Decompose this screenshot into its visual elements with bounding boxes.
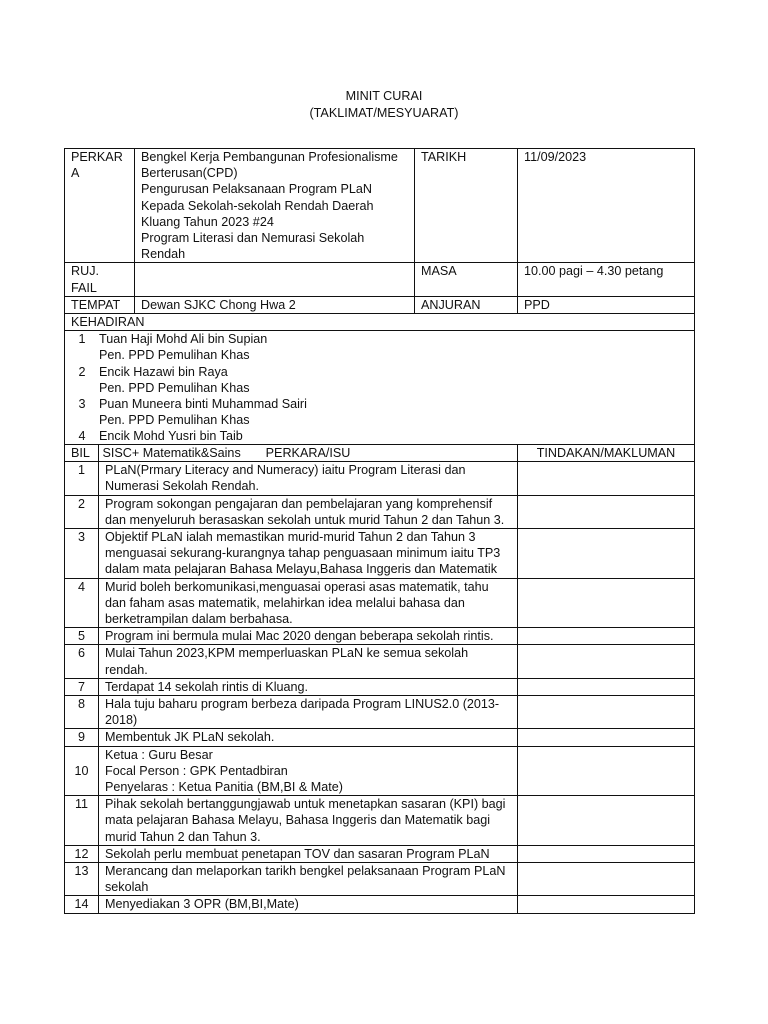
perkara-label: PERKAR A [65, 149, 135, 263]
item-row [65, 746, 695, 796]
item-bil: 10 [65, 746, 99, 796]
item-row [65, 529, 695, 579]
kehadiran-list [65, 331, 695, 462]
attendee-name-row [65, 331, 694, 347]
item-row [65, 896, 695, 913]
attendee-name-row [65, 396, 694, 412]
perkara-isu-header: PERKARA/ISU [99, 445, 518, 462]
item-bil: 12 [65, 845, 99, 862]
attendee-num: 1 [78, 332, 86, 347]
item-text: Merancang dan melaporkan tarikh bengkel pelaksanaan Program PLaN sekolah [99, 863, 518, 896]
item-tindakan [518, 578, 695, 628]
item-bil: 11 [65, 796, 99, 846]
item-row [65, 495, 695, 528]
perkara-row [65, 149, 695, 263]
item-bil: 3 [65, 529, 99, 579]
attendee-name: Encik Hazawi bin Raya [99, 364, 228, 379]
item-row [65, 796, 695, 846]
item-bil: 4 [65, 578, 99, 628]
item-tindakan [518, 696, 695, 729]
item-tindakan [518, 529, 695, 579]
item-row [65, 729, 695, 746]
item-bil: 1 [65, 462, 99, 495]
attendee-name-row [65, 428, 694, 444]
item-text: Terdapat 14 sekolah rintis di Kluang. [99, 678, 518, 695]
title-line-2: (TAKLIMAT/MESYUARAT) [309, 106, 459, 120]
item-text: Menyediakan 3 OPR (BM,BI,Mate) [99, 896, 518, 913]
attendee-role: SISC+ Matematik&Sains [99, 445, 241, 460]
item-text: Program ini bermula mulai Mac 2020 dengan beberapa sekolah rintis. [99, 628, 518, 645]
item-row [65, 678, 695, 695]
items-header-row [65, 445, 695, 462]
tempat-row [65, 296, 695, 313]
perkara-line-2: Pengurusan Pelaksanaan Program PLaN Kepada Sekolah-sekolah Rendah Daerah Kluang Tahun 2023 #24 [141, 182, 374, 229]
attendee-num: 4 [78, 429, 86, 444]
item-row [65, 696, 695, 729]
meeting-info-table [64, 148, 695, 462]
attendee-num: 3 [78, 397, 86, 412]
item-bil: 7 [65, 678, 99, 695]
item-row [65, 462, 695, 495]
item-tindakan [518, 462, 695, 495]
item-tindakan [518, 495, 695, 528]
item-tindakan [518, 863, 695, 896]
kehadiran-label: KEHADIRAN [65, 314, 695, 331]
item-tindakan [518, 796, 695, 846]
attendee-role-row [65, 347, 694, 363]
rujfail-label: RUJ. FAIL [65, 263, 135, 296]
attendee-role: Pen. PPD Pemulihan Khas [99, 413, 250, 428]
attendee-role-row [65, 412, 694, 428]
anjuran-value: PPD [518, 296, 695, 313]
attendee-name-row [65, 364, 694, 380]
attendee-num: 2 [78, 364, 86, 379]
item-text: Sekolah perlu membuat penetapan TOV dan sasaran Program PLaN [99, 845, 518, 862]
rujfail-value [135, 263, 415, 296]
item-text: Hala tuju baharu program berbeza daripada Program LINUS2.0 (2013-2018) [99, 696, 518, 729]
item-tindakan [518, 746, 695, 796]
title-line-1: MINIT CURAI [345, 89, 423, 103]
kehadiran-list-row [65, 331, 695, 462]
item-tindakan [518, 896, 695, 913]
rujfail-row [65, 263, 695, 296]
item-bil: 13 [65, 863, 99, 896]
item-bil: 5 [65, 628, 99, 645]
attendee-table [65, 331, 694, 461]
item-text: Pihak sekolah bertanggungjawab untuk menetapkan sasaran (KPI) bagi mata pelajaran Bahasa Melayu, Bahasa Inggeris dan Matematik bagi murid Tahun 2 dan Tahun 3. [99, 796, 518, 846]
item-text: Program sokongan pengajaran dan pembelajaran yang komprehensif dan menyeluruh berasaskan sekolah untuk murid Tahun 2 dan Tahun 3. [99, 495, 518, 528]
item-text: Membentuk JK PLaN sekolah. [99, 729, 518, 746]
item-tindakan [518, 678, 695, 695]
item-text: Ketua : Guru Besar Focal Person : GPK Pentadbiran Penyelaras : Ketua Panitia (BM,BI & Mate) [99, 746, 518, 796]
item-row [65, 863, 695, 896]
tarikh-value: 11/09/2023 [518, 149, 695, 263]
attendee-role-row [65, 380, 694, 396]
item-row [65, 845, 695, 862]
masa-value: 10.00 pagi – 4.30 petang [518, 263, 695, 296]
attendee-name: Puan Muneera binti Muhammad Sairi [99, 397, 307, 412]
perkara-line-3: Program Literasi dan Nemurasi Sekolah Rendah [141, 231, 365, 262]
item-bil: 14 [65, 896, 99, 913]
item-row [65, 645, 695, 678]
tarikh-label: TARIKH [415, 149, 518, 263]
items-table [64, 444, 695, 914]
attendee-name: Tuan Haji Mohd Ali bin Supian [99, 332, 268, 347]
item-bil: 6 [65, 645, 99, 678]
item-bil: 8 [65, 696, 99, 729]
masa-label: MASA [415, 263, 518, 296]
attendee-role: Pen. PPD Pemulihan Khas [99, 348, 250, 363]
attendee-name: Encik Mohd Yusri bin Taib [99, 429, 243, 444]
item-text: PLaN(Prmary Literacy and Numeracy) iaitu Program Literasi dan Numerasi Sekolah Rendah. [99, 462, 518, 495]
tempat-value: Dewan SJKC Chong Hwa 2 [135, 296, 415, 313]
attendee-role: Pen. PPD Pemulihan Khas [99, 380, 250, 395]
item-tindakan [518, 628, 695, 645]
kehadiran-header-row [65, 314, 695, 331]
perkara-line-1: Bengkel Kerja Pembangunan Profesionalisme Berterusan(CPD) [141, 150, 398, 181]
tempat-label: TEMPAT [65, 296, 135, 313]
tindakan-header: TINDAKAN/MAKLUMAN [518, 445, 695, 462]
item-tindakan [518, 845, 695, 862]
item-bil: 9 [65, 729, 99, 746]
item-tindakan [518, 645, 695, 678]
item-text: Objektif PLaN ialah memastikan murid-murid Tahun 2 dan Tahun 3 menguasai sekurang-kurangnya tahap penguasaan minimum iaitu TP3 dalam mata pelajaran Bahasa Melayu,Bahasa Inggeris dan Matematik [99, 529, 518, 579]
item-row [65, 628, 695, 645]
item-text: Murid boleh berkomunikasi,menguasai operasi asas matematik, tahu dan faham asas matematik, melahirkan idea melalui bahasa dan berketrampilan dalam berbahasa. [99, 578, 518, 628]
document-title [0, 88, 768, 122]
anjuran-label: ANJURAN [415, 296, 518, 313]
bil-header: BIL [65, 445, 99, 462]
item-row [65, 578, 695, 628]
perkara-value [135, 149, 415, 263]
item-bil: 2 [65, 495, 99, 528]
item-text: Mulai Tahun 2023,KPM memperluaskan PLaN ke semua sekolah rendah. [99, 645, 518, 678]
item-tindakan [518, 729, 695, 746]
